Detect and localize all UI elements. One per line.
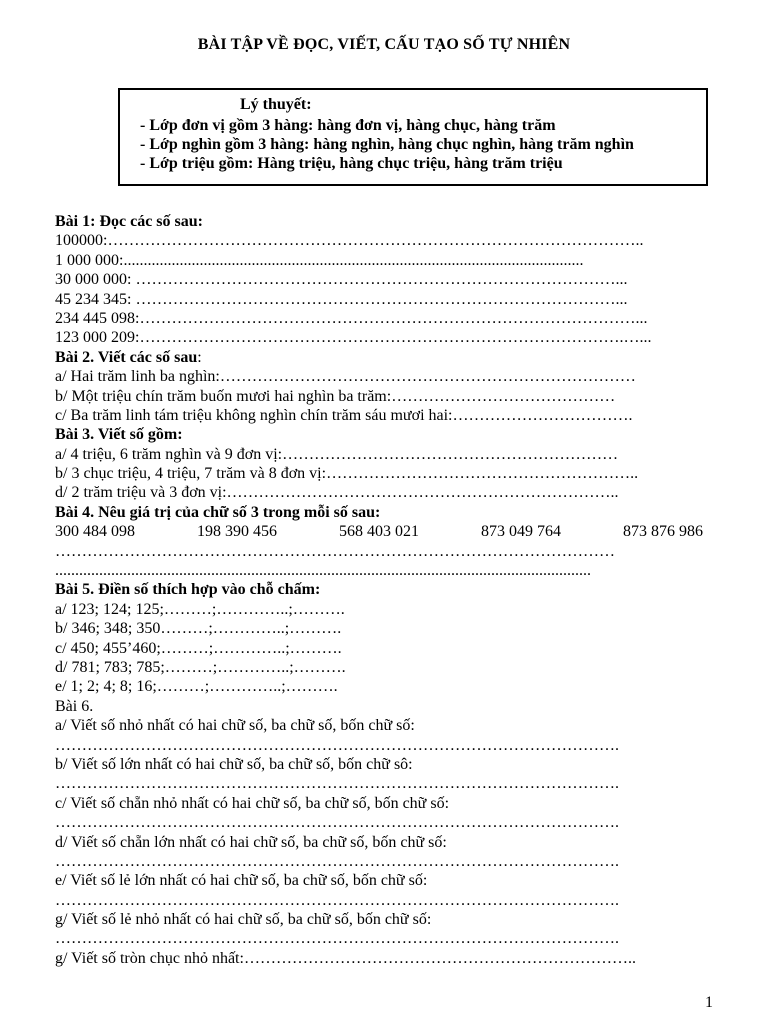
answer-line: …………………………………………………………………………………………….	[55, 930, 619, 948]
exercise-3-heading: Bài 3. Viết số gồm:	[55, 426, 183, 444]
exercise-line: d/ 781; 783; 785;………;…………..;……….	[55, 658, 346, 676]
question-line: b/ Viết số lớn nhất có hai chữ số, ba chữ số, bốn chữ sô:	[55, 755, 413, 773]
number-item: 873 876 986	[623, 523, 703, 541]
exercise-line: 30 000 000: ………………………………………………………………………………...	[55, 271, 628, 289]
exercise-line: a/ 4 triệu, 6 trăm nghìn và 9 đơn vị:………………………………………………………	[55, 445, 619, 463]
theory-line: - Lớp triệu gồm: Hàng triệu, hàng chục triệu, hàng trăm triệu	[140, 155, 563, 172]
answer-line: …………………………………………………………………………………………….	[55, 736, 619, 754]
exercise-line: b/ 346; 348; 350………;…………..;……….	[55, 620, 342, 638]
question-line: g/ Viết số lẻ nhỏ nhất có hai chữ số, ba chữ số, bốn chữ số:	[55, 911, 432, 929]
question-line: c/ Viết số chẵn nhỏ nhất có hai chữ số, ba chữ số, bốn chữ số:	[55, 794, 450, 812]
answer-line: …………………………………………………………………………………………….	[55, 814, 619, 832]
exercise-4-heading: Bài 4. Nêu giá trị của chữ số 3 trong mỗi số sau:	[55, 503, 381, 521]
exercise-line: 123 000 209:……………………………………………………………………………….…...	[55, 329, 652, 347]
exercise-2-heading-colon: :	[197, 348, 202, 366]
exercise-line: a/ 123; 124; 125;………;…………..;……….	[55, 600, 345, 618]
theory-line: - Lớp nghìn gồm 3 hàng: hàng nghìn, hàng chục nghìn, hàng trăm nghìn	[140, 136, 634, 153]
question-line: d/ Viết số chẵn lớn nhất có hai chữ số, ba chữ số, bốn chữ số:	[55, 833, 447, 851]
number-row	[55, 522, 703, 541]
answer-line: …………………………………………………………………………………………….	[55, 891, 619, 909]
answer-line: ……………………………………………………………………………………………	[55, 542, 615, 560]
theory-box	[118, 88, 708, 186]
page-title: BÀI TẬP VỀ ĐỌC, VIẾT, CẤU TẠO SỐ TỰ NHIÊN	[197, 36, 571, 53]
exercise-line: c/ 450; 455’460;………;…………..;……….	[55, 639, 342, 657]
exercise-line: 234 445 098:…………………………………………………………………………………...	[55, 309, 648, 327]
number-item: 198 390 456	[197, 523, 277, 541]
exercise-line: c/ Ba trăm linh tám triệu không nghìn chín trăm sáu mươi hai:…………………………….	[55, 406, 633, 424]
exercise-line: 45 234 345: ………………………………………………………………………………...	[55, 290, 628, 308]
theory-heading: Lý thuyết:	[240, 96, 312, 113]
answer-line: …………………………………………………………………………………………….	[55, 775, 619, 793]
exercise-line: 1 000 000:...................................................................................................................	[55, 251, 584, 269]
question-line: a/ Viết số nhỏ nhất có hai chữ số, ba chữ số, bốn chữ số:	[55, 717, 415, 735]
exercise-1-heading: Bài 1: Đọc các số sau:	[55, 213, 203, 230]
page-number: 1	[705, 994, 713, 1011]
answer-line: ......................................................................................................................................	[55, 562, 591, 580]
exercise-2-heading-row	[55, 348, 715, 367]
exercise-content	[55, 212, 715, 968]
exercise-2-heading: Bài 2. Viết các số sau	[55, 348, 198, 366]
question-line: e/ Viết số lẻ lớn nhất có hai chữ số, ba chữ số, bốn chữ số:	[55, 872, 428, 890]
exercise-line: e/ 1; 2; 4; 8; 16;………;…………..;……….	[55, 678, 338, 696]
number-item: 568 403 021	[339, 523, 419, 541]
number-item: 873 049 764	[481, 523, 561, 541]
exercise-line: b/ 3 chục triệu, 4 triệu, 7 trăm và 8 đơn vị:…………………………………………………..	[55, 465, 639, 483]
number-item: 300 484 098	[55, 523, 135, 541]
theory-line: - Lớp đơn vị gồm 3 hàng: hàng đơn vị, hàng chục, hàng trăm	[140, 117, 556, 134]
exercise-line: b/ Một triệu chín trăm buốn mươi hai nghìn ba trăm:……………………………………	[55, 387, 616, 405]
exercise-line: 100000:………………………………………………………………………………………..	[55, 232, 644, 250]
exercise-5-heading: Bài 5. Điền số thích hợp vào chỗ chấm:	[55, 581, 321, 599]
exercise-line: a/ Hai trăm linh ba nghìn:……………………………………………………………………	[55, 368, 636, 386]
exercise-6-heading: Bài 6.	[55, 697, 94, 715]
answer-line: …………………………………………………………………………………………….	[55, 852, 619, 870]
question-line: g/ Viết số tròn chục nhỏ nhất:………………………………………………………………..	[55, 949, 636, 967]
exercise-line: d/ 2 trăm triệu và 3 đơn vị:………………………………………………………………..	[55, 484, 619, 502]
